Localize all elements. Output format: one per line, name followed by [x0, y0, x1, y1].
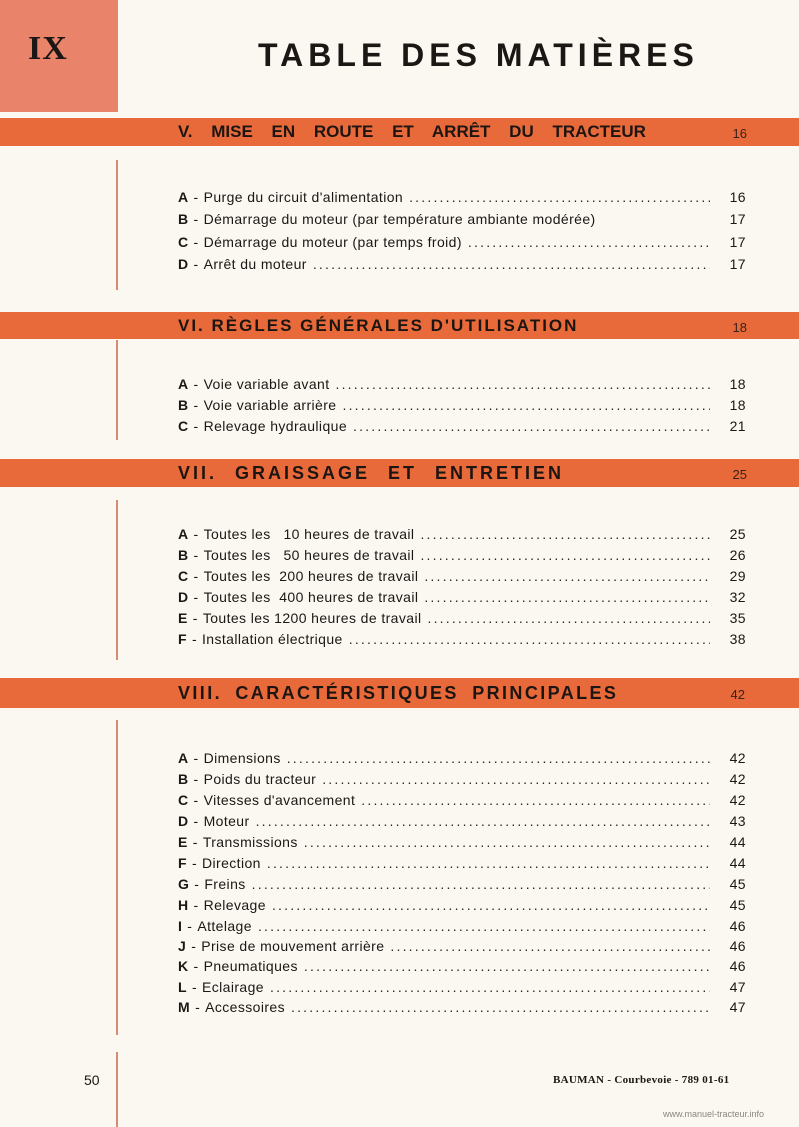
- entry-page: 17: [729, 234, 746, 250]
- margin-rule: [116, 720, 118, 1035]
- entry-letter: C: [178, 568, 189, 584]
- section-page: 42: [730, 687, 745, 702]
- toc-entry[interactable]: G - Freins ..... 45: [178, 876, 746, 896]
- section-page: 18: [732, 320, 747, 335]
- entry-letter: C: [178, 418, 189, 434]
- entry-page: 44: [729, 855, 746, 871]
- entry-label: Eclairage: [202, 979, 264, 995]
- entry-page: 45: [729, 876, 746, 892]
- entry-label: Direction: [202, 855, 261, 871]
- entry-letter: C: [178, 234, 189, 250]
- toc-entry[interactable]: H - Relevage ..... 45: [178, 897, 746, 917]
- entry-letter: G: [178, 876, 190, 892]
- entry-letter: A: [178, 376, 189, 392]
- toc-entry[interactable]: F - Direction ..... 44: [178, 855, 746, 875]
- entry-page: 38: [729, 631, 746, 647]
- toc-entry[interactable]: B - Voie variable arrière ..... 18: [178, 397, 746, 417]
- entry-letter: F: [178, 631, 187, 647]
- printer-credit: BAUMAN - Courbevoie - 789 01-61: [553, 1074, 730, 1086]
- entry-page: 42: [729, 750, 746, 766]
- entry-label: Toutes les 50 heures de travail: [203, 547, 415, 563]
- entry-label: Relevage hydraulique: [203, 418, 348, 434]
- page-title: TABLE DES MATIÈRES: [258, 37, 699, 73]
- entry-label: Voie variable arrière: [203, 397, 337, 413]
- toc-entry[interactable]: A - Dimensions ..... 42: [178, 750, 746, 770]
- entry-letter: F: [178, 855, 187, 871]
- entry-letter: E: [178, 834, 188, 850]
- entry-page: 35: [729, 610, 746, 626]
- entry-label: Moteur: [203, 813, 250, 829]
- section-title: V. MISE EN ROUTE ET ARRÊT DU TRACTEUR: [178, 122, 646, 141]
- entry-label: Démarrage du moteur (par température ambiante modérée): [203, 211, 596, 227]
- entry-letter: J: [178, 938, 187, 954]
- entry-page: 18: [729, 376, 746, 392]
- entry-letter: L: [178, 979, 187, 995]
- entry-letter: A: [178, 526, 189, 542]
- entry-page: 25: [729, 526, 746, 542]
- margin-rule: [116, 340, 118, 440]
- entry-letter: E: [178, 610, 188, 626]
- toc-entry[interactable]: F - Installation électrique ..... 38: [178, 631, 746, 651]
- entry-label: Vitesses d'avancement: [203, 792, 356, 808]
- toc-entry[interactable]: C - Démarrage du moteur (par temps froid) ..... 17: [178, 234, 746, 254]
- entry-page: 43: [729, 813, 746, 829]
- entry-page: 17: [729, 211, 746, 227]
- entry-page: 46: [729, 938, 746, 954]
- entry-label: Voie variable avant: [203, 376, 330, 392]
- entry-page: 46: [729, 958, 746, 974]
- margin-rule: [116, 500, 118, 660]
- toc-entry[interactable]: B - Toutes les 50 heures de travail ..... 26: [178, 547, 746, 567]
- section-bar-viii: [0, 678, 799, 708]
- entry-page: 44: [729, 834, 746, 850]
- entry-page: 18: [729, 397, 746, 413]
- website-watermark: www.manuel-tracteur.info: [663, 1109, 765, 1119]
- entry-label: Toutes les 400 heures de travail: [203, 589, 419, 605]
- entry-label: Toutes les 1200 heures de travail: [202, 610, 422, 626]
- entry-page: 45: [729, 897, 746, 913]
- toc-entry[interactable]: B - Poids du tracteur ..... 42: [178, 771, 746, 791]
- entry-letter: D: [178, 256, 189, 272]
- entry-letter: M: [178, 999, 191, 1015]
- entry-letter: B: [178, 397, 189, 413]
- entry-page: 29: [729, 568, 746, 584]
- entry-page: 16: [729, 189, 746, 205]
- toc-entry[interactable]: C - Vitesses d'avancement ..... 42: [178, 792, 746, 812]
- margin-rule: [116, 1052, 118, 1127]
- section-title: VIII. CARACTÉRISTIQUES PRINCIPALES: [178, 683, 619, 703]
- section-bar-vi: [0, 312, 799, 339]
- entry-page: 26: [729, 547, 746, 563]
- entry-page: 21: [729, 418, 746, 434]
- entry-label: Démarrage du moteur (par temps froid): [203, 234, 462, 250]
- toc-entry[interactable]: D - Arrêt du moteur ..... 17: [178, 256, 746, 276]
- entry-page: 42: [729, 771, 746, 787]
- entry-letter: H: [178, 897, 189, 913]
- section-title: VII. GRAISSAGE ET ENTRETIEN: [178, 463, 565, 483]
- toc-entry[interactable]: D - Moteur ..... 43: [178, 813, 746, 833]
- entry-letter: K: [178, 958, 189, 974]
- toc-entry[interactable]: I - Attelage ..... 46: [178, 918, 746, 938]
- toc-entry[interactable]: A - Toutes les 10 heures de travail ..... 25: [178, 526, 746, 546]
- margin-rule: [116, 160, 118, 290]
- entry-label: Toutes les 10 heures de travail: [203, 526, 415, 542]
- page-number: 50: [84, 1072, 100, 1088]
- entry-page: 42: [729, 792, 746, 808]
- entry-label: Pneumatiques: [203, 958, 298, 974]
- entry-label: Toutes les 200 heures de travail: [203, 568, 419, 584]
- toc-entry[interactable]: C - Toutes les 200 heures de travail ..... 29: [178, 568, 746, 588]
- entry-page: 47: [729, 979, 746, 995]
- entry-label: Poids du tracteur: [203, 771, 317, 787]
- toc-entry[interactable]: A - Voie variable avant ..... 18: [178, 376, 746, 396]
- toc-entry[interactable]: A - Purge du circuit d'alimentation ..... 16: [178, 189, 746, 209]
- toc-entry[interactable]: C - Relevage hydraulique ..... 21: [178, 418, 746, 438]
- chapter-number: IX: [28, 30, 68, 67]
- section-title: VI. RÈGLES GÉNÉRALES D'UTILISATION: [178, 316, 579, 335]
- entry-label: Attelage: [197, 918, 252, 934]
- entry-label: Freins: [204, 876, 246, 892]
- section-bar-vii: [0, 459, 799, 487]
- entry-label: Purge du circuit d'alimentation: [203, 189, 404, 205]
- entry-label: Installation électrique: [202, 631, 343, 647]
- toc-entry[interactable]: E - Toutes les 1200 heures de travail ..... 35: [178, 610, 746, 630]
- entry-label: Arrêt du moteur: [203, 256, 307, 272]
- entry-letter: A: [178, 189, 189, 205]
- section-bar-v: [0, 118, 799, 146]
- entry-letter: I: [178, 918, 183, 934]
- entry-label: Dimensions: [203, 750, 281, 766]
- entry-page: 32: [729, 589, 746, 605]
- section-page: 25: [732, 467, 747, 482]
- entry-page: 47: [729, 999, 746, 1015]
- entry-letter: B: [178, 771, 189, 787]
- section-page: 16: [732, 126, 747, 141]
- entry-letter: B: [178, 211, 189, 227]
- entry-letter: A: [178, 750, 189, 766]
- entry-letter: B: [178, 547, 189, 563]
- toc-entry[interactable]: E - Transmissions ..... 44: [178, 834, 746, 854]
- entry-page: 46: [729, 918, 746, 934]
- chapter-corner: [0, 0, 118, 112]
- entry-letter: D: [178, 813, 189, 829]
- toc-entry[interactable]: M - Accessoires ..... 47: [178, 999, 746, 1019]
- entry-letter: C: [178, 792, 189, 808]
- toc-entry[interactable]: J - Prise de mouvement arrière ..... 46: [178, 938, 746, 958]
- entry-label: Prise de mouvement arrière: [201, 938, 385, 954]
- entry-letter: D: [178, 589, 189, 605]
- entry-label: Relevage: [203, 897, 266, 913]
- toc-entry[interactable]: K - Pneumatiques ..... 46: [178, 958, 746, 978]
- entry-label: Transmissions: [202, 834, 298, 850]
- entry-page: 17: [729, 256, 746, 272]
- entry-label: Accessoires: [205, 999, 285, 1015]
- toc-entry[interactable]: B - Démarrage du moteur (par température ambiante modérée) 17: [178, 211, 746, 227]
- toc-entry[interactable]: D - Toutes les 400 heures de travail ..... 32: [178, 589, 746, 609]
- toc-entry[interactable]: L - Eclairage ..... 47: [178, 979, 746, 999]
